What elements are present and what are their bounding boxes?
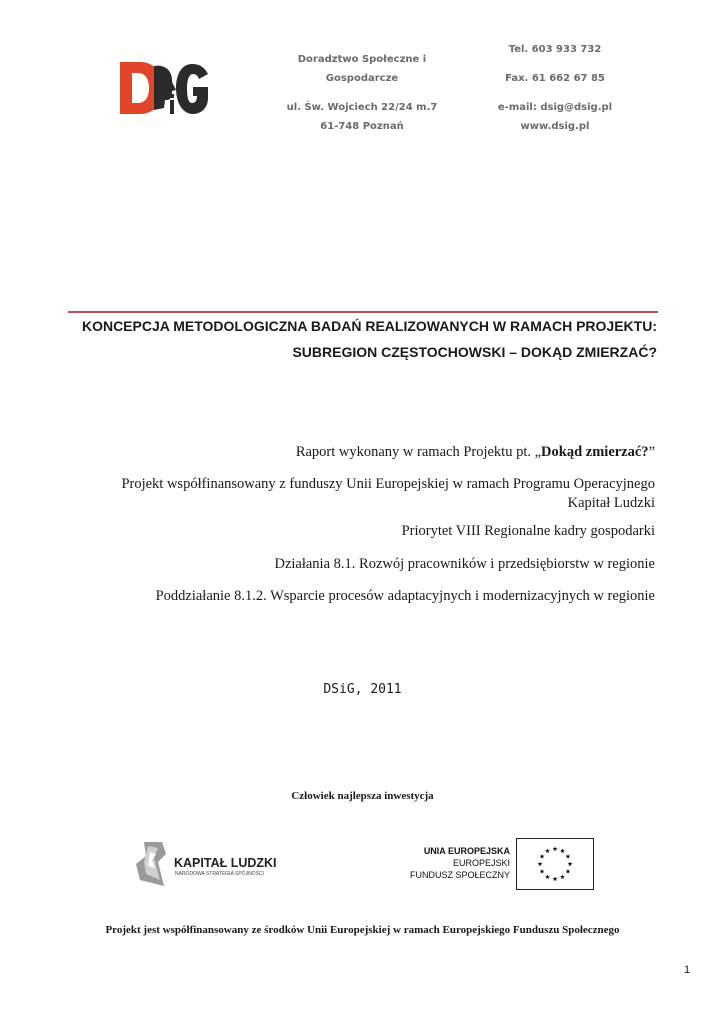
org-info xyxy=(284,50,440,136)
kapital-ludzki-logo xyxy=(136,838,286,890)
email: e-mail: dsig@dsig.pl xyxy=(497,102,613,113)
eu-text xyxy=(410,845,510,881)
eu-line2: EUROPEJSKI xyxy=(452,858,510,868)
kl-title: KAPITAŁ LUDZKI xyxy=(174,856,277,870)
website: www.dsig.pl xyxy=(520,121,590,132)
address-line1: ul. Św. Wojciech 22/24 m.7 xyxy=(286,102,438,113)
action-line: Działania 8.1. Rozwój pracowników i przedsiębiorstw w regionie xyxy=(274,556,655,572)
eu-star xyxy=(566,869,571,874)
contact-info xyxy=(480,42,630,134)
subaction-line: Poddziałanie 8.1.2. Wsparcie procesów adaptacyjnych i modernizacyjnych w regionie xyxy=(155,588,655,604)
fax: Fax. 61 662 67 85 xyxy=(505,73,605,84)
eu-star xyxy=(553,876,558,881)
eu-star xyxy=(545,848,550,853)
org-name-line2: Gospodarcze xyxy=(325,73,399,84)
eu-star xyxy=(540,869,545,874)
eu-logo xyxy=(400,838,596,890)
report-prefix: Raport wykonany w ramach Projektu pt. „ xyxy=(295,444,542,460)
eu-star xyxy=(560,874,565,879)
tel: Tel. 603 933 732 xyxy=(508,44,602,55)
org-name-line1: Doradztwo Społeczne i xyxy=(297,54,427,65)
cofinance-note: Projekt jest współfinansowany ze środków Unii Europejskiej w ramach Europejskiego Funduszu Społecznego xyxy=(105,924,620,936)
eu-star xyxy=(540,854,545,859)
title-line1: KONCEPCJA METODOLOGICZNA BADAŃ REALIZOWANYCH W RAMACH PROJEKTU: xyxy=(81,318,657,334)
eu-line3: FUNDUSZ SPOŁECZNY xyxy=(409,870,510,880)
eu-line1: UNIA EUROPEJSKA xyxy=(423,846,510,856)
eu-star xyxy=(553,846,558,851)
dsig-logo xyxy=(118,60,213,116)
report-suffix: ” xyxy=(648,444,655,460)
kapital-ludzki-star-icon xyxy=(136,840,166,888)
eu-flag-icon xyxy=(516,838,594,890)
report-line xyxy=(296,444,655,461)
kl-subtitle: NARODOWA STRATEGIA SPÓJNOŚCI xyxy=(175,871,264,877)
eu-star xyxy=(568,861,573,866)
title-line2: SUBREGION CZĘSTOCHOWSKI – DOKĄD ZMIERZAĆ? xyxy=(292,344,657,360)
address-line2: 61-748 Poznań xyxy=(320,121,404,132)
report-name: Dokąd zmierzać? xyxy=(541,444,649,460)
priority-line: Priorytet VIII Regionalne kadry gospodarki xyxy=(401,523,655,539)
publisher-year: DSiG, 2011 xyxy=(323,682,402,697)
cofinance-block xyxy=(121,475,655,513)
header-divider xyxy=(68,311,658,313)
eu-star xyxy=(538,861,543,866)
eu-star xyxy=(560,848,565,853)
cofinance-line2: Kapitał Ludzki xyxy=(567,495,655,511)
cofinance-line1: Projekt współfinansowany z funduszy Unii Europejskiej w ramach Programu Operacyjnego xyxy=(121,476,655,492)
eu-star xyxy=(545,874,550,879)
page-number: 1 xyxy=(684,964,691,976)
slogan: Człowiek najlepsza inwestycja xyxy=(291,790,434,802)
eu-star xyxy=(566,854,571,859)
